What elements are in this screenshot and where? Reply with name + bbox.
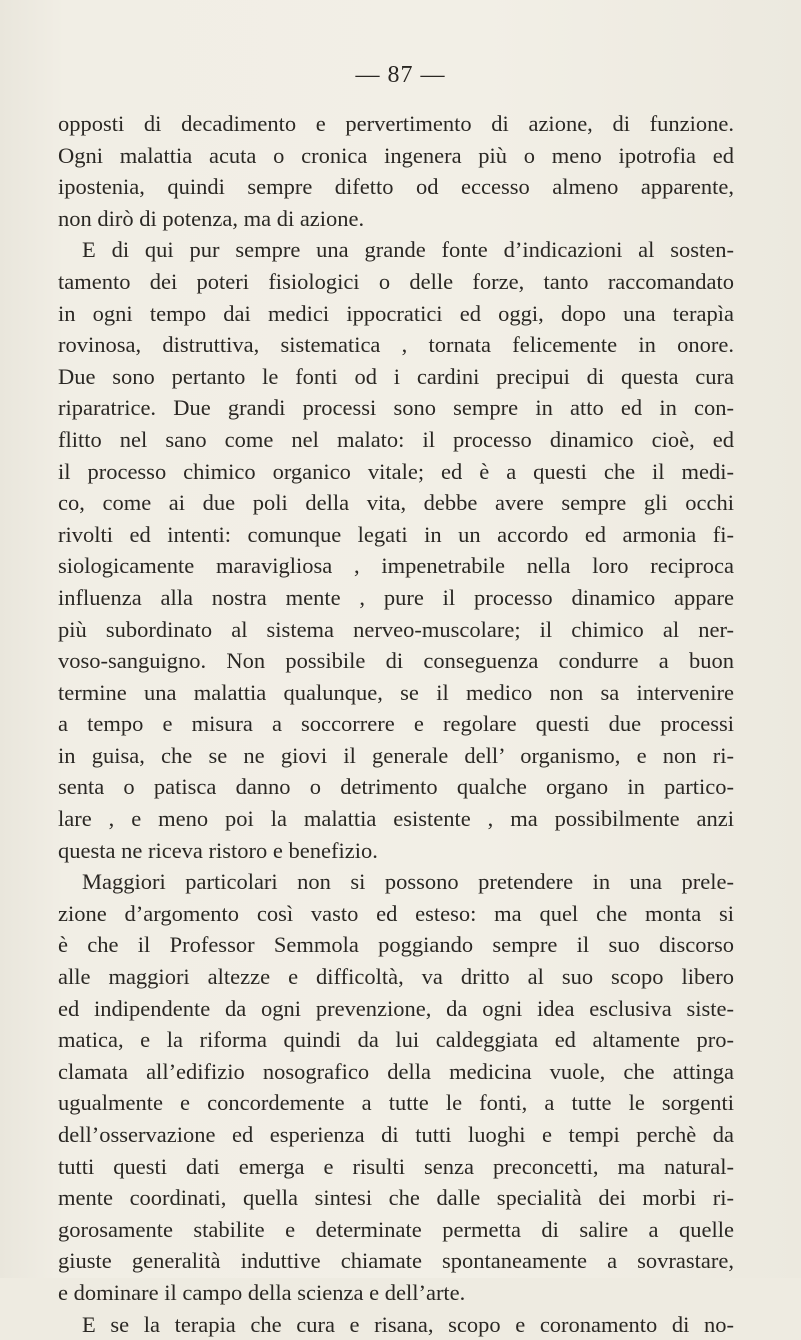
text-line: Due sono pertanto le fonti od i cardini precipui di questa cura: [58, 363, 734, 389]
text-line: influenza alla nostra mente , pure il processo dinamico appare: [58, 584, 734, 610]
text-line: siologicamente maravigliosa , impenetrabile nella loro reciproca: [58, 553, 734, 579]
text-line: zione d’argomento così vasto ed esteso: ma quel che monta si: [58, 900, 734, 926]
text-line: il processo chimico organico vitale; ed è a questi che il medi-: [58, 458, 734, 484]
text-line: e dominare il campo della scienza e dell’arte.: [58, 1279, 466, 1305]
text-line: alle maggiori altezze e difficoltà, va dritto al suo scopo libero: [58, 964, 734, 990]
text-line: dell’osservazione ed esperienza di tutti luoghi e tempi perchè da: [58, 1122, 734, 1147]
text-line: matica, e la riforma quindi da lui caldeggiata ed altamente pro-: [58, 1027, 734, 1053]
text-line: clamata all’edifizio nosografico della medicina vuole, che attinga: [58, 1058, 734, 1084]
text-line: non dirò di potenza, ma di azione.: [58, 205, 365, 231]
text-line: riparatrice. Due grandi processi sono sempre in atto ed in con-: [58, 395, 734, 421]
text-line: a tempo e misura a soccorrere e regolare questi due processi: [58, 711, 734, 737]
text-line: voso-sanguigno. Non possibile di conseguenza condurre a buon: [58, 648, 734, 674]
text-line: termine una malattia qualunque, se il medico non sa intervenire: [58, 679, 734, 705]
text-line: in guisa, che se ne giovi il generale dell’ organismo, e non ri-: [58, 742, 734, 768]
text-line: tutti questi dati emerga e risulti senza preconcetti, ma natural-: [58, 1153, 734, 1179]
text-line: Ogni malattia acuta o cronica ingenera più o meno ipotrofia ed: [58, 142, 734, 168]
text-line: rovinosa, distruttiva, sistematica , tornata felicemente in onore.: [58, 332, 734, 358]
text-line: Maggiori particolari non si possono pretendere in una prele-: [82, 869, 734, 895]
text-line: tamento dei poteri fisiologici o delle forze, tanto raccomandato: [58, 268, 734, 294]
text-line: è che il Professor Semmola poggiando sempre il suo discorso: [58, 932, 734, 958]
text-line: questa ne riceva ristoro e benefizio.: [58, 837, 378, 863]
body-text: [58, 108, 734, 1340]
text-line: più subordinato al sistema nerveo-muscolare; il chimico al ner-: [58, 616, 734, 642]
page-number-header: — 87 —: [355, 62, 446, 88]
text-line: lare , e meno poi la malattia esistente , ma possibilmente anzi: [58, 806, 734, 832]
text-line: flitto nel sano come nel malato: il processo dinamico cioè, ed: [58, 426, 734, 452]
text-line: ipostenia, quindi sempre difetto od eccesso almeno apparente,: [58, 174, 734, 200]
text-line: E se la terapia che cura e risana, scopo e coronamento di no-: [82, 1311, 734, 1337]
text-line: ed indipendente da ogni prevenzione, da ogni idea esclusiva siste-: [58, 995, 734, 1021]
text-line: E di qui pur sempre una grande fonte d’indicazioni al sosten-: [82, 237, 734, 263]
text-line: in ogni tempo dai medici ippocratici ed oggi, dopo una terapìa: [58, 300, 734, 326]
text-line: opposti di decadimento e pervertimento di azione, di funzione.: [58, 111, 734, 136]
text-line: rivolti ed intenti: comunque legati in un accordo ed armonia fi-: [58, 521, 734, 547]
text-line: mente coordinati, quella sintesi che dalle specialità dei morbi ri-: [58, 1185, 734, 1211]
text-line: co, come ai due poli della vita, debbe avere sempre gli occhi: [58, 490, 734, 516]
text-line: gorosamente stabilite e determinate permetta di salire a quelle: [58, 1216, 734, 1242]
text-line: senta o patisca danno o detrimento qualche organo in partico-: [58, 774, 734, 800]
text-line: ugualmente e concordemente a tutte le fonti, a tutte le sorgenti: [58, 1090, 734, 1116]
text-line: giuste generalità induttive chiamate spontaneamente a sovrastare,: [58, 1248, 734, 1274]
